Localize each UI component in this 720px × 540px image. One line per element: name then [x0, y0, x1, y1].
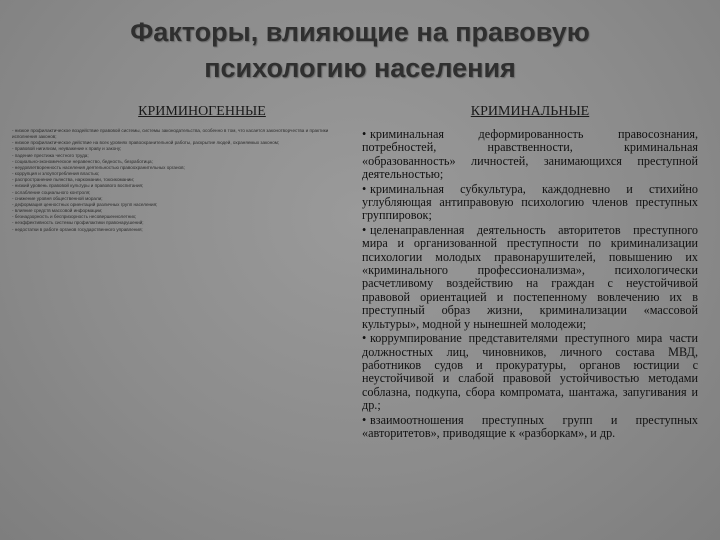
criminogenic-factor-item: - недостатки в работе органов государственного управления;: [12, 226, 143, 232]
page-title: [0, 14, 720, 86]
bullet-icon: •: [362, 331, 367, 346]
title-line-2: психологию населения: [204, 53, 516, 83]
criminal-factor-text: взаимоотношения преступных групп и преступных «авторитетов», приводящие к «разборкам», и др.: [362, 412, 698, 440]
criminogenic-factor-item: - влияние средств массовой информации;: [12, 208, 103, 214]
criminogenic-factor-item: - низкий уровень правовой культуры и правового воспитания;: [12, 183, 144, 189]
criminogenic-factor-item: - низкое профилактическое действие на всех уровнях правоохранительной работы, раскрытие людей, охраняемых законом;: [12, 140, 280, 146]
left-column-heading: КРИМИНОГЕННЫЕ: [138, 104, 266, 119]
criminogenic-factor-item: - социально-экономическое неравенство, бедность, безработица;: [12, 158, 153, 164]
right-column-heading: КРИМИНАЛЬНЫЕ: [470, 104, 590, 119]
criminogenic-factor-item: - снижение уровня общественной морали;: [12, 195, 103, 201]
criminal-factor-item: [362, 332, 698, 412]
bullet-icon: •: [362, 412, 367, 427]
criminal-factor-item: [362, 224, 698, 331]
criminogenic-factor-item: - безнадзорность и беспризорность несовершеннолетних;: [12, 214, 137, 220]
criminogenic-factor-item: - деформация ценностных ориентаций различных групп населения;: [12, 201, 158, 207]
bullet-icon: •: [362, 222, 367, 237]
criminogenic-factor-item: - ослабление социального контроля;: [12, 189, 91, 195]
title-line-1: Факторы, влияющие на правовую: [130, 17, 590, 47]
criminogenic-factor-item: - падение престижа честного труда;: [12, 152, 89, 158]
criminogenic-factor-item: - распространение пьянства, наркомании, токсикомании;: [12, 177, 135, 183]
criminogenic-factors-list: [12, 128, 354, 233]
criminal-factors-list: [362, 128, 698, 441]
criminal-factor-text: коррумпирование представителями преступного мира части должностных лиц, чиновников, личного состава МВД, работников судов и прокуратуры, органов юстиции с неустойчивой и слабой правовой устойчивостью методами соблазна, подкупа, сбора компромата, шантажа, запугивания и др.;: [362, 331, 698, 413]
criminal-factor-text: целенаправленная деятельность авторитетов преступного мира и организованной преступности по криминализации психологии молодых правонарушителей, повышению их «криминального профессионализма», психологически расчетливому воздействию на граждан с неустойчивой правовой ориентацией и постепенному вовлечению их в преступный образ жизни, криминализации «массовой культуры», модной у нынешней молодежи;: [362, 222, 698, 331]
criminogenic-factor-item: - неудовлетворенность населения деятельностью правоохранительных органов;: [12, 164, 185, 170]
criminogenic-factor-item: - неэффективность системы профилактики правонарушений;: [12, 220, 144, 226]
bullet-icon: •: [362, 127, 367, 141]
criminal-factor-item: [362, 183, 698, 223]
bullet-icon: •: [362, 181, 367, 196]
criminogenic-factor-item: - низкое профилактическое воздействие правовой системы, системы законодательства, особенно в том, что касается законотворчества и практики исполнения законов;: [12, 128, 329, 140]
criminal-factor-item: [362, 414, 698, 441]
criminal-factor-text: криминальная деформированность правосознания, потребностей, нравственности, криминальная «образованность» личностей, занимающихся преступной деятельностью;: [362, 127, 698, 182]
criminal-factor-item: [362, 128, 698, 182]
criminal-factor-text: криминальная субкультура, каждодневно и стихийно углубляющая антиправовую психологию членов преступных группировок;: [362, 181, 698, 223]
criminogenic-factor-item: - коррупция и злоупотребления властью;: [12, 171, 100, 177]
criminogenic-factor-item: - правовой нигилизм, неуважение к праву и закону;: [12, 146, 122, 152]
